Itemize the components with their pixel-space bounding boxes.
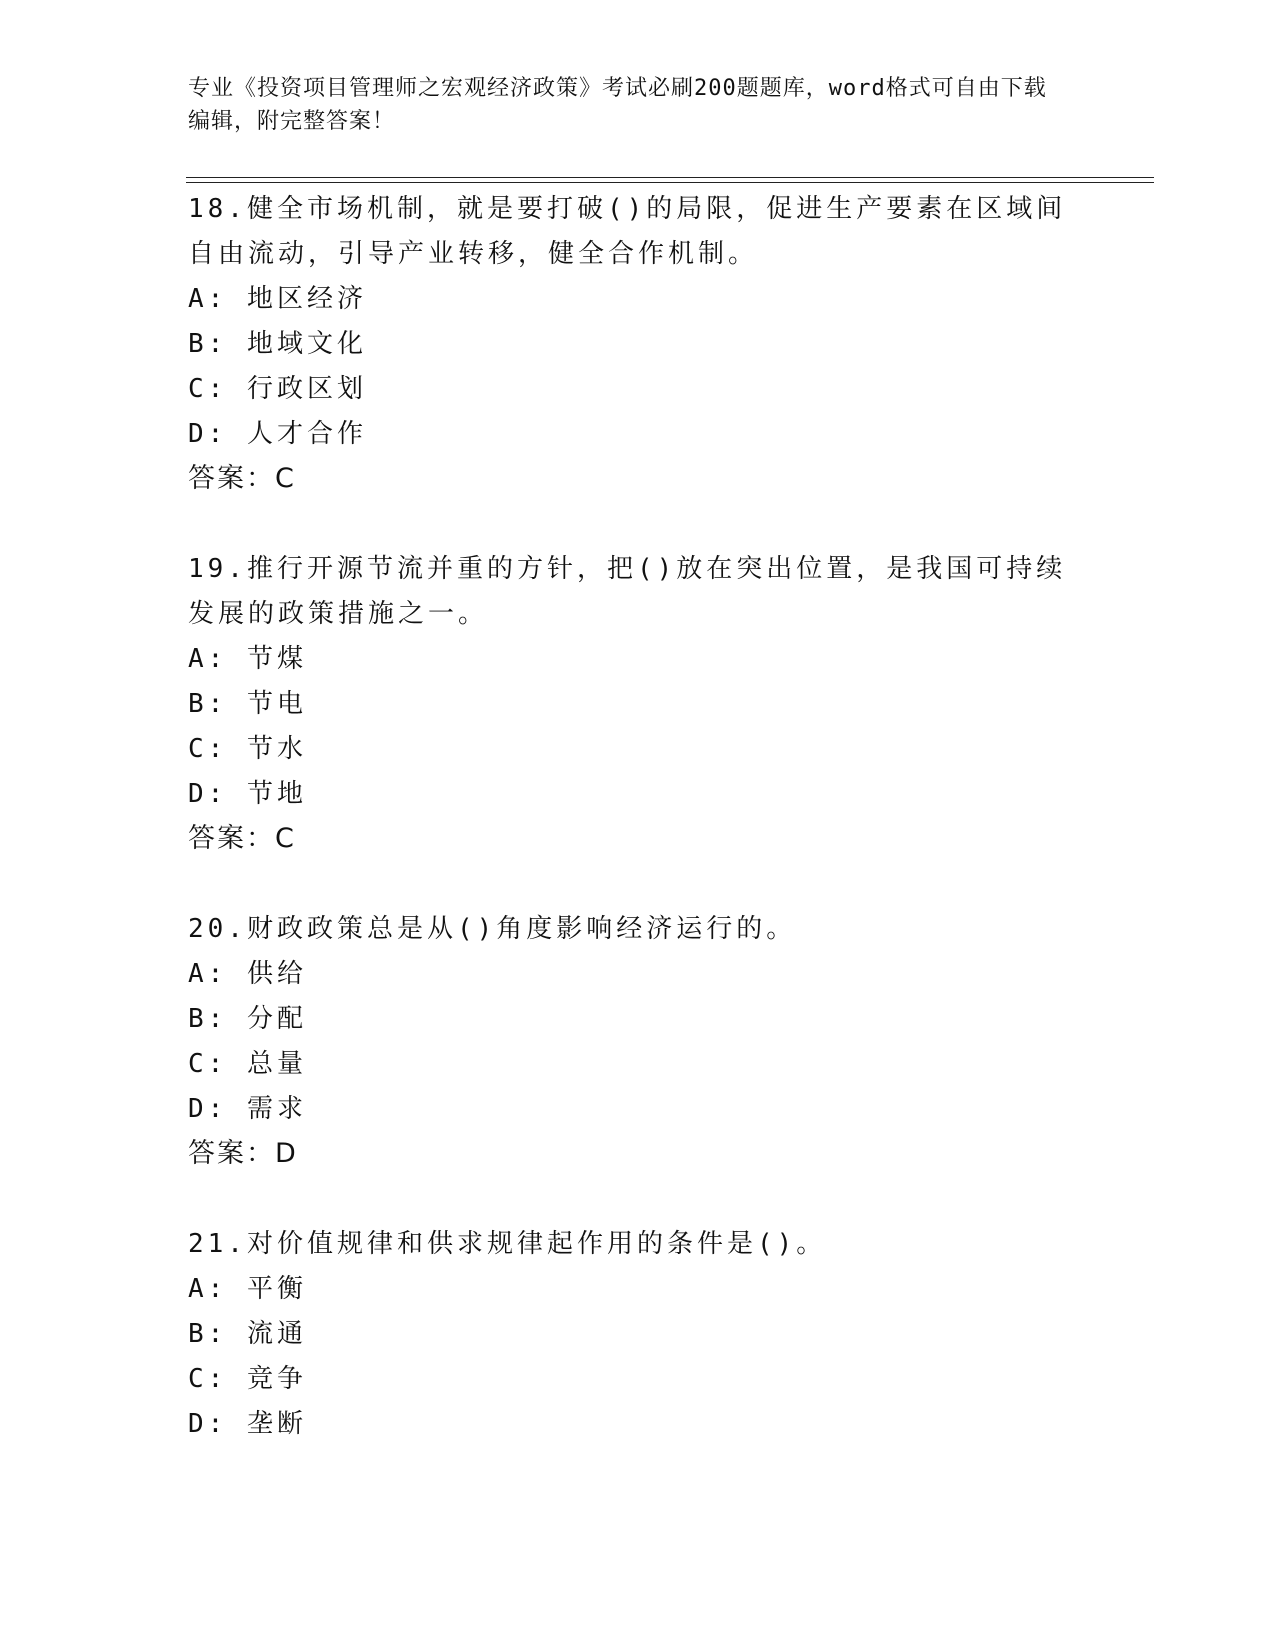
question-19-stem: 19.推行开源节流并重的方针，把()放在突出位置，是我国可持续发展的政策措施之一。 — [188, 554, 1067, 629]
question-19-option-b: B: 节电 — [188, 689, 307, 719]
question-19-answer: 答案：C — [188, 823, 296, 854]
question-19-option-a: A: 节煤 — [188, 644, 307, 674]
question-21-option-b: B: 流通 — [188, 1319, 307, 1349]
question-21-option-d: D: 垄断 — [188, 1409, 307, 1439]
document-header: 专业《投资项目管理师之宏观经济政策》考试必刷200题题库，word格式可自由下载编辑，附完整答案！ — [188, 76, 1047, 134]
question-20-stem: 20.财政政策总是从()角度影响经济运行的。 — [188, 914, 797, 944]
header-rule-top — [186, 177, 1154, 178]
question-18-option-c: C: 行政区划 — [188, 374, 367, 404]
question-20-answer: 答案：D — [188, 1138, 298, 1169]
question-18-option-b: B: 地域文化 — [188, 329, 367, 359]
question-19-option-d: D: 节地 — [188, 779, 307, 809]
question-18-option-d: D: 人才合作 — [188, 419, 367, 449]
question-19-option-c: C: 节水 — [188, 734, 307, 764]
question-21-option-a: A: 平衡 — [188, 1274, 307, 1304]
question-21-option-c: C: 竞争 — [188, 1364, 307, 1394]
question-18-stem: 18.健全市场机制，就是要打破()的局限，促进生产要素在区域间自由流动，引导产业转移，健全合作机制。 — [188, 194, 1067, 269]
question-20-option-a: A: 供给 — [188, 959, 307, 989]
question-18-option-a: A: 地区经济 — [188, 284, 367, 314]
question-20-option-b: B: 分配 — [188, 1004, 307, 1034]
question-21-stem: 21.对价值规律和供求规律起作用的条件是()。 — [188, 1229, 827, 1259]
header-rule-bottom — [186, 182, 1154, 183]
question-20-option-c: C: 总量 — [188, 1049, 307, 1079]
question-18-answer: 答案：C — [188, 463, 296, 494]
question-20-option-d: D: 需求 — [188, 1094, 307, 1124]
